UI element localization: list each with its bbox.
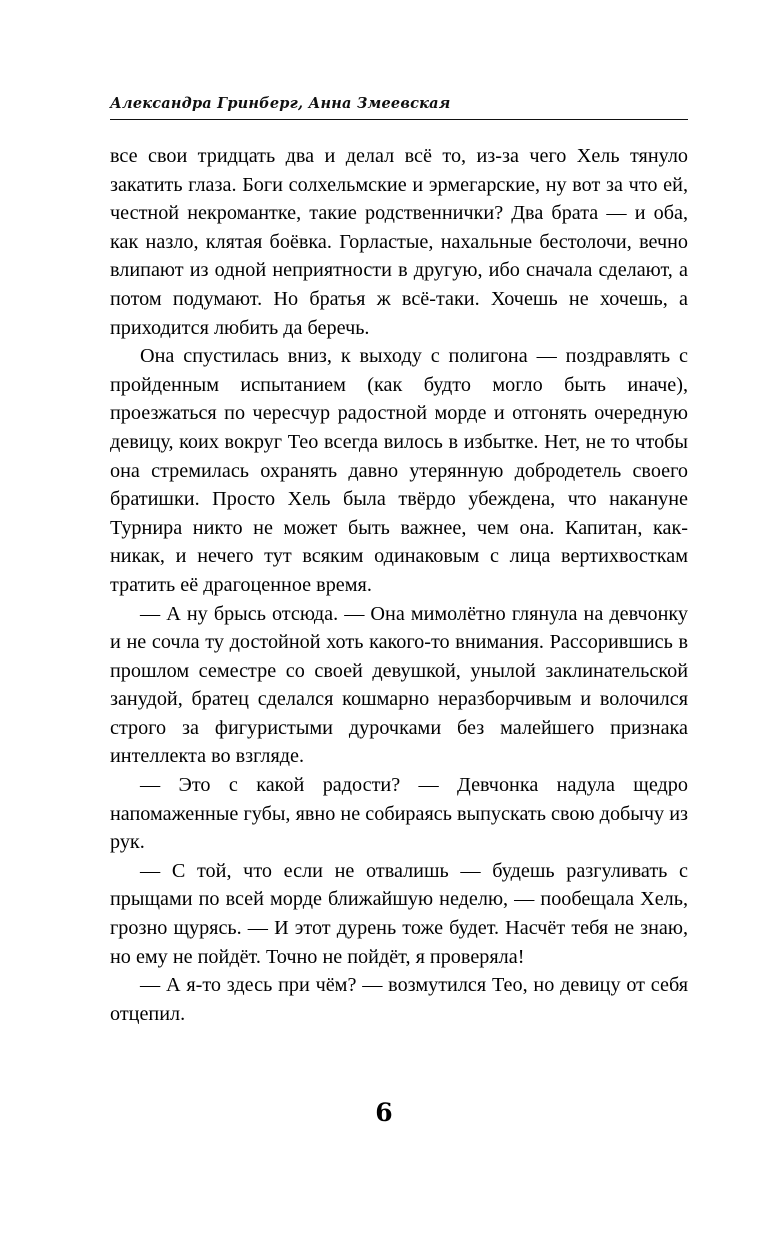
page-number: 6 [375,1098,393,1127]
page-content [110,95,688,1028]
paragraph: Она спустилась вниз, к выходу с полигона — поздравлять с пройденным испытанием (как будто могло быть иначе), проезжаться по чересчур радостной морде и отгонять очередную девицу, коих вокруг Тео всегда вилось в избытке. Нет, не то чтобы она стремилась охранять давно утерянную добродетель своего братишки. Просто Хель была твёрдо убеждена, что накануне Турнира никто не может быть важнее, чем она. Капитан, как-никак, и нечего тут всяким одинаковым с лица вертихвосткам тратить её драгоценное время. [110,345,688,596]
paragraph: — А я-то здесь при чём? — возмутился Тео, но девицу от себя отцепил. [110,974,688,1025]
paragraph: все свои тридцать два и делал всё то, из-за чего Хель тянуло закатить глаза. Боги солхельмские и эрмегарские, ну вот за что ей, честной некромантке, такие родственнички? Два брата — и оба, как назло, клятая боёвка. Горластые, нахальные бестолочи, вечно влипают из одной неприятности в другую, ибо сначала сделают, а потом подумают. Но братья ж всё-таки. Хочешь не хочешь, а приходится любить да беречь. [110,145,688,339]
paragraph: — А ну брысь отсюда. — Она мимолётно глянула на девчонку и не сочла ту достойной хоть какого-то внимания. Рассорившись в прошлом семестре со своей девушкой, унылой заклинательской занудой, братец сделался кошмарно неразборчивым и волочился строго за фигуристыми дурочками без малейшего признака интеллекта во взгляде. [110,602,688,768]
body-text [110,142,688,1028]
running-head: Александра Гринберг, Анна Змеевская [110,95,451,112]
header-divider [110,119,688,120]
paragraph: — Это с какой радости? — Девчонка надула щедро напомаженные губы, явно не собираясь выпускать свою добычу из рук. [110,774,688,854]
paragraph: — С той, что если не отвалишь — будешь разгуливать с прыщами по всей морде ближайшую неделю, — пообещала Хель, грозно щурясь. — И этот дурень тоже будет. Насчёт тебя не знаю, но ему не пойдёт. Точно не пойдёт, я проверяла! [110,859,688,968]
